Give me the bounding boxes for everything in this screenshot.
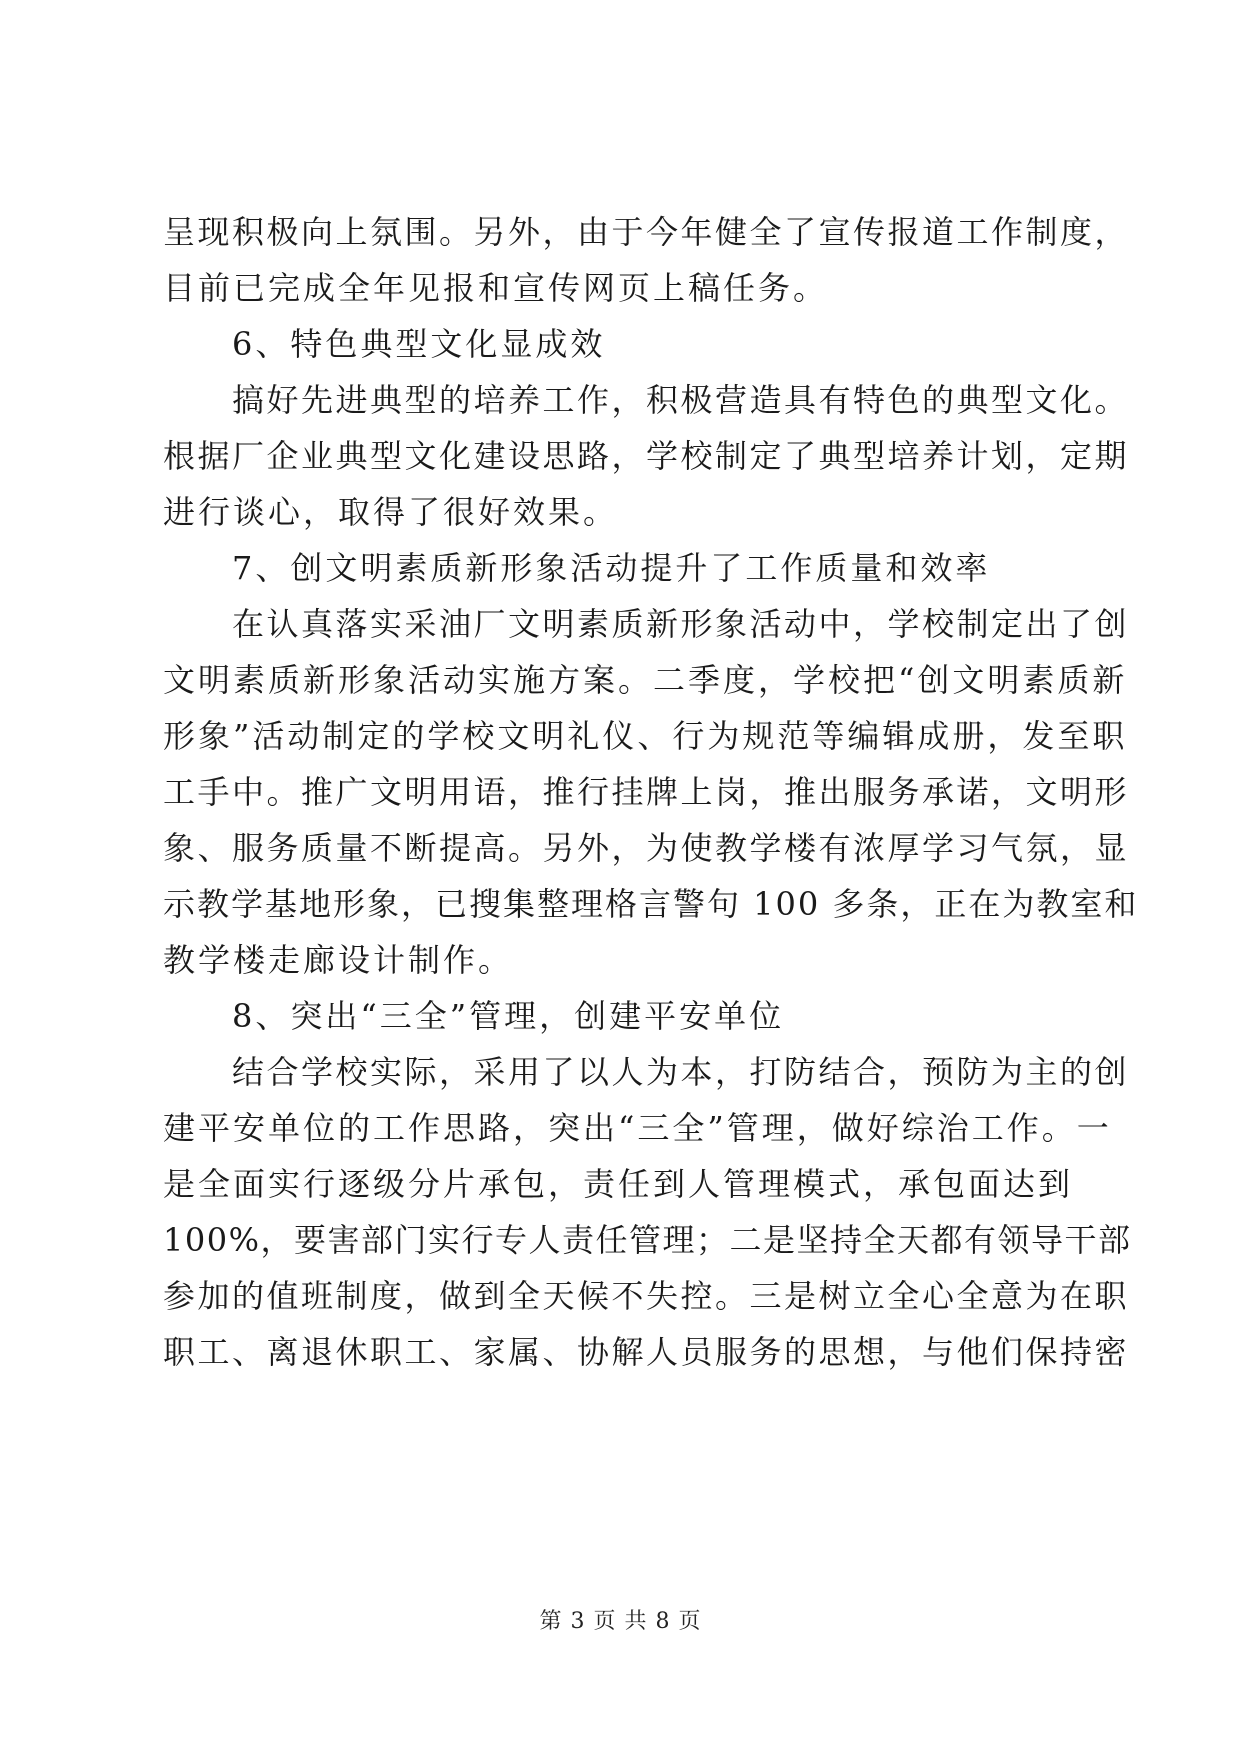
paragraph-start-line: 搞好先进典型的培养工作，积极营造具有特色的典型文化。 xyxy=(232,381,1130,419)
body-text-line: 是全面实行逐级分片承包，责任到人管理模式，承包面达到 xyxy=(163,1165,1074,1203)
page-number-footer: 第 3 页 共 8 页 xyxy=(539,1609,702,1634)
body-text-line: 根据厂企业典型文化建设思路，学校制定了典型培养计划，定期 xyxy=(163,437,1130,475)
body-text-line: 参加的值班制度，做到全天候不失控。三是树立全心全意为在职 xyxy=(163,1277,1130,1315)
section-heading-7: 7、创文明素质新形象活动提升了工作质量和效率 xyxy=(232,549,991,587)
section-heading-6: 6、特色典型文化显成效 xyxy=(232,325,606,363)
section-heading-8: 8、突出“三全”管理，创建平安单位 xyxy=(232,997,785,1035)
body-text-line: 100%，要害部门实行专人责任管理；二是坚持全天都有领导干部 xyxy=(163,1221,1132,1259)
body-text-line: 形象”活动制定的学校文明礼仪、行为规范等编辑成册，发至职 xyxy=(163,717,1128,755)
body-text-line: 目前已完成全年见报和宣传网页上稿任务。 xyxy=(163,269,829,307)
body-text-line: 教学楼走廊设计制作。 xyxy=(163,941,514,979)
body-text-line: 职工、离退休职工、家属、协解人员服务的思想，与他们保持密 xyxy=(163,1333,1130,1371)
body-text-line: 文明素质新形象活动实施方案。二季度，学校把“创文明素质新 xyxy=(163,661,1128,699)
body-text-line: 象、服务质量不断提高。另外，为使教学楼有浓厚学习气氛，显 xyxy=(163,829,1130,867)
paragraph-start-line: 在认真落实采油厂文明素质新形象活动中，学校制定出了创 xyxy=(232,605,1130,643)
body-text-line: 工手中。推广文明用语，推行挂牌上岗，推出服务承诺，文明形 xyxy=(163,773,1130,811)
body-text-line: 进行谈心，取得了很好效果。 xyxy=(163,493,619,531)
body-text-line: 示教学基地形象，已搜集整理格言警句 100 多条，正在为教室和 xyxy=(163,885,1139,923)
body-text-line: 建平安单位的工作思路，突出“三全”管理，做好综治工作。一 xyxy=(163,1109,1112,1147)
body-text-line: 呈现积极向上氛围。另外，由于今年健全了宣传报道工作制度， xyxy=(163,213,1130,251)
paragraph-start-line: 结合学校实际，采用了以人为本，打防结合，预防为主的创 xyxy=(232,1053,1130,1091)
